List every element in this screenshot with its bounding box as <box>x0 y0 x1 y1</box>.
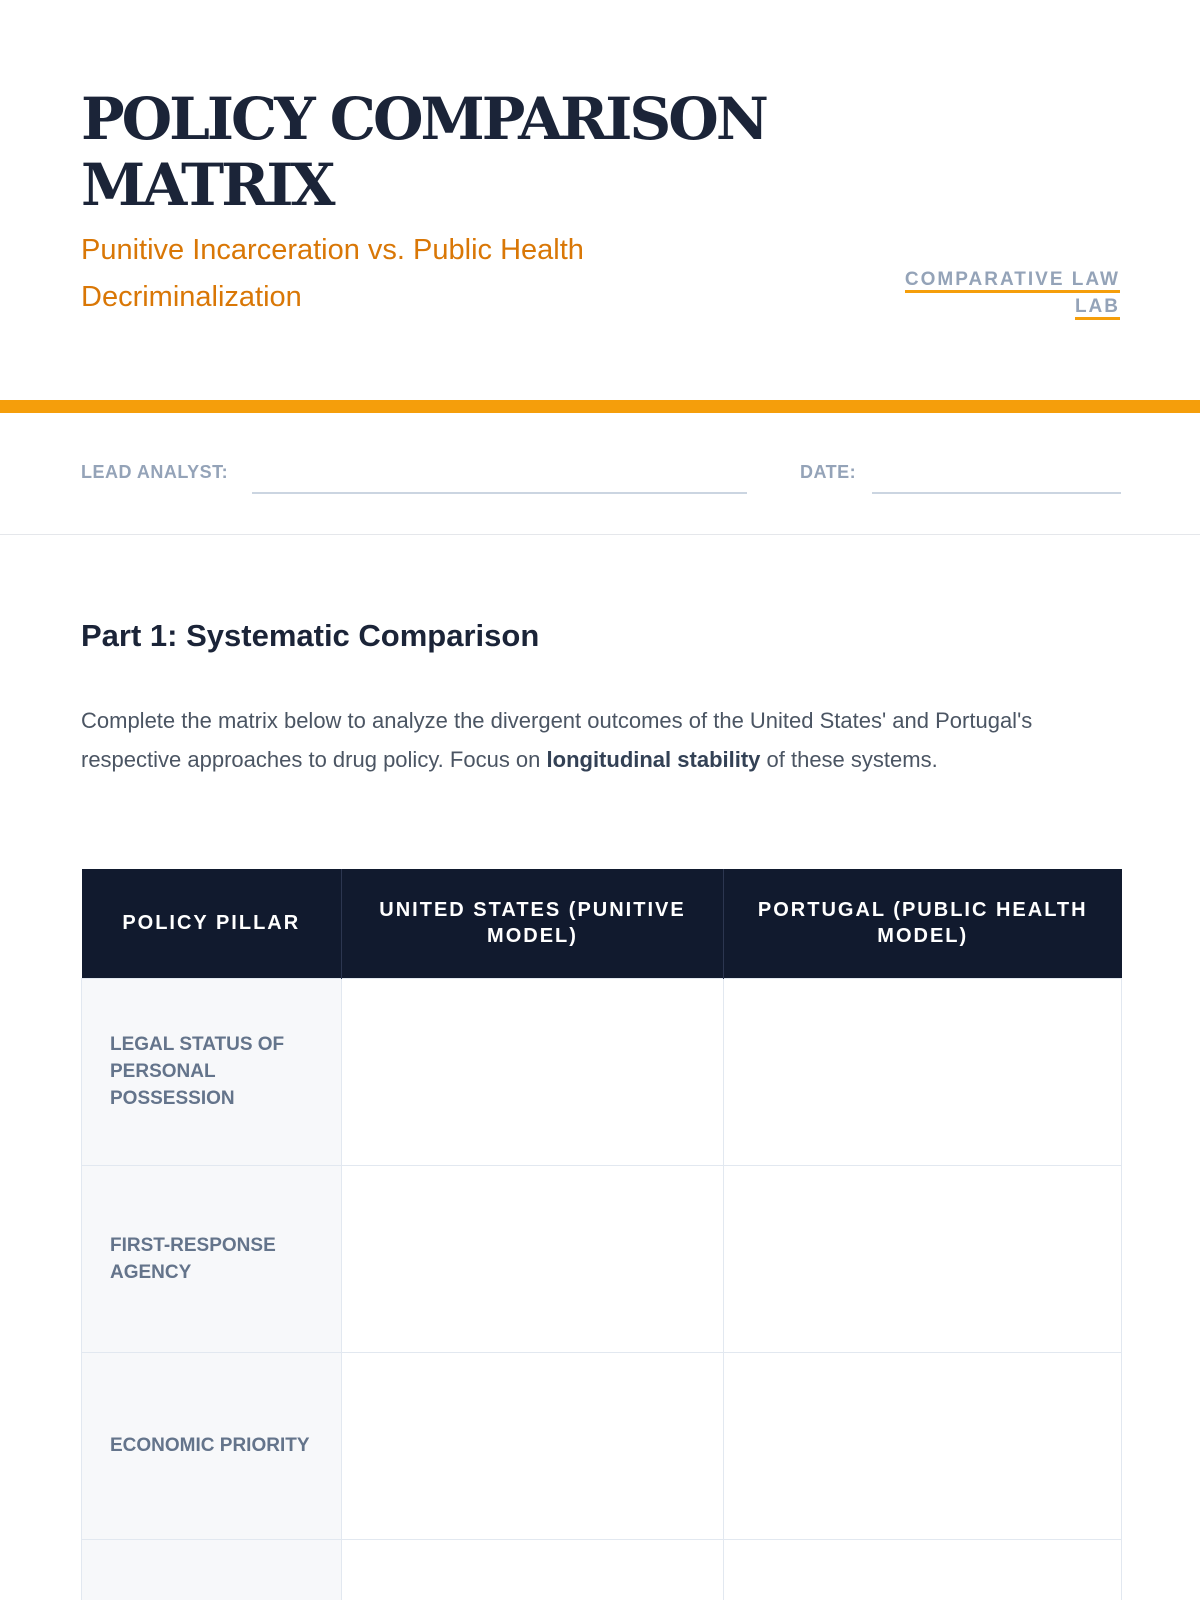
us-answer-cell[interactable] <box>342 1539 724 1600</box>
lead-analyst-label: LEAD ANALYST: <box>81 462 229 482</box>
intro-text-start: Complete the matrix below to analyze the divergent outcomes of the United States' and Portugal's respective approaches to drug policy. Focus on <box>81 708 1033 772</box>
intro-emphasis: longitudinal stability <box>546 747 761 772</box>
table-row <box>82 1539 1122 1600</box>
pillar-cell: LEGAL STATUS OF PERSONAL POSSESSION <box>82 978 342 1165</box>
matrix-header-row <box>82 869 1122 978</box>
table-row <box>82 978 1122 1165</box>
pillar-cell: ECONOMIC PRIORITY <box>82 1352 342 1539</box>
lab-link-label[interactable]: COMPARATIVE LAW LAB <box>905 269 1120 320</box>
header-united-states: UNITED STATES (PUNITIVE MODEL) <box>342 869 724 978</box>
accent-divider <box>0 400 1200 413</box>
portugal-answer-cell[interactable] <box>724 1352 1122 1539</box>
portugal-answer-cell[interactable] <box>724 1165 1122 1352</box>
section-title: Part 1: Systematic Comparison <box>81 618 540 653</box>
pillar-cell: FIRST-RESPONSE AGENCY <box>82 1165 342 1352</box>
portugal-answer-cell[interactable] <box>724 1539 1122 1600</box>
date-field[interactable] <box>872 492 1121 494</box>
table-row <box>82 1165 1122 1352</box>
intro-text-end: of these systems. <box>760 747 938 772</box>
portugal-answer-cell[interactable] <box>724 978 1122 1165</box>
lead-analyst-field[interactable] <box>252 492 747 494</box>
comparison-matrix <box>81 869 1122 1600</box>
page-title: POLICY COMPARISON MATRIX <box>81 85 766 219</box>
lab-link[interactable] <box>860 266 1120 320</box>
document-header <box>0 0 1200 400</box>
section-intro <box>81 701 1121 779</box>
pillar-cell <box>82 1539 342 1600</box>
page-subtitle: Punitive Incarceration vs. Public Health Decriminalization <box>81 234 584 313</box>
us-answer-cell[interactable] <box>342 978 724 1165</box>
us-answer-cell[interactable] <box>342 1352 724 1539</box>
date-label: DATE: <box>800 462 857 482</box>
table-row <box>82 1352 1122 1539</box>
meta-fields <box>0 413 1200 535</box>
us-answer-cell[interactable] <box>342 1165 724 1352</box>
header-policy-pillar: POLICY PILLAR <box>82 869 342 978</box>
header-portugal: PORTUGAL (PUBLIC HEALTH MODEL) <box>724 869 1122 978</box>
